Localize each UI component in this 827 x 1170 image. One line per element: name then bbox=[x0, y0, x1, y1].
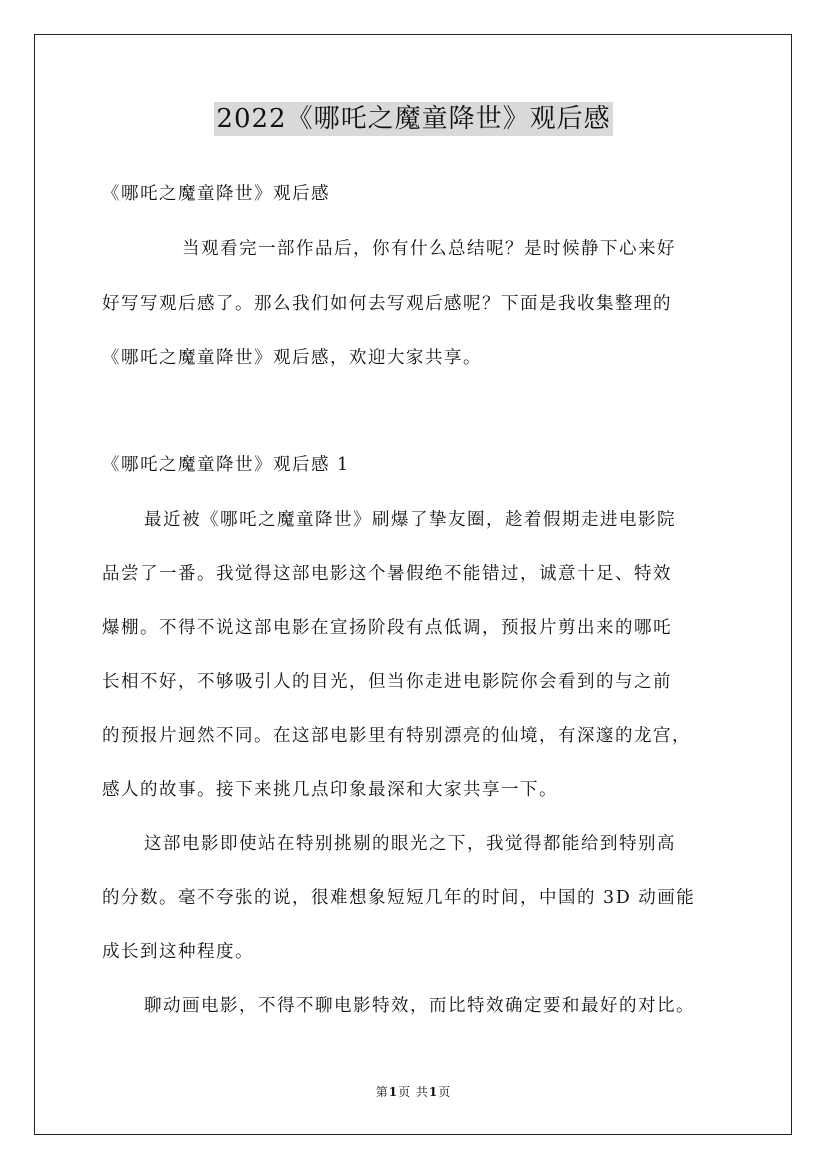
body-line-10: 聊动画电影，不得不聊电影特效，而比特效确定要和最好的对比。 bbox=[144, 996, 695, 1016]
body-line-2: 品尝了一番。我觉得这部电影这个暑假绝不能错过，诚意十足、特效 bbox=[102, 564, 672, 584]
body-line-9: 成长到这种程度。 bbox=[102, 942, 254, 962]
document-title: 2022《哪吒之魔童降世》观后感 bbox=[216, 104, 611, 134]
footer-page-current: 1 bbox=[388, 1085, 399, 1099]
page-footer bbox=[0, 1083, 827, 1100]
body-line-7: 这部电影即使站在特别挑剔的眼光之下，我觉得都能给到特别高 bbox=[144, 834, 676, 854]
document-title-wrap bbox=[0, 98, 827, 135]
footer-suffix: 页 bbox=[438, 1085, 452, 1099]
body-line-4: 长相不好，不够吸引人的目光，但当你走进电影院你会看到的与之前 bbox=[102, 672, 672, 692]
footer-mid: 页 共 bbox=[398, 1085, 429, 1099]
subtitle: 《哪吒之魔童降世》观后感 bbox=[102, 184, 330, 204]
body-line-1: 最近被《哪吒之魔童降世》刷爆了挚友圈，趁着假期走进电影院 bbox=[144, 510, 676, 530]
footer-prefix: 第 bbox=[375, 1085, 389, 1099]
body-line-8: 的分数。毫不夸张的说，很难想象短短几年的时间，中国的 3D 动画能 bbox=[102, 888, 696, 908]
intro-line-1: 当观看完一部作品后，你有什么总结呢？是时候静下心来好 bbox=[182, 239, 676, 259]
body-line-6: 感人的故事。接下来挑几点印象最深和大家共享一下。 bbox=[102, 780, 558, 800]
body-line-5: 的预报片迥然不同。在这部电影里有特别漂亮的仙境，有深邃的龙宫， bbox=[102, 726, 691, 746]
body-line-3: 爆棚。不得不说这部电影在宣扬阶段有点低调，预报片剪出来的哪吒 bbox=[102, 618, 672, 638]
footer-page-total: 1 bbox=[428, 1085, 439, 1099]
intro-line-3: 《哪吒之魔童降世》观后感，欢迎大家共享。 bbox=[102, 348, 482, 368]
section-heading: 《哪吒之魔童降世》观后感 1 bbox=[102, 455, 350, 475]
intro-line-2: 好写写观后感了。那么我们如何去写观后感呢？下面是我收集整理的 bbox=[102, 294, 672, 314]
